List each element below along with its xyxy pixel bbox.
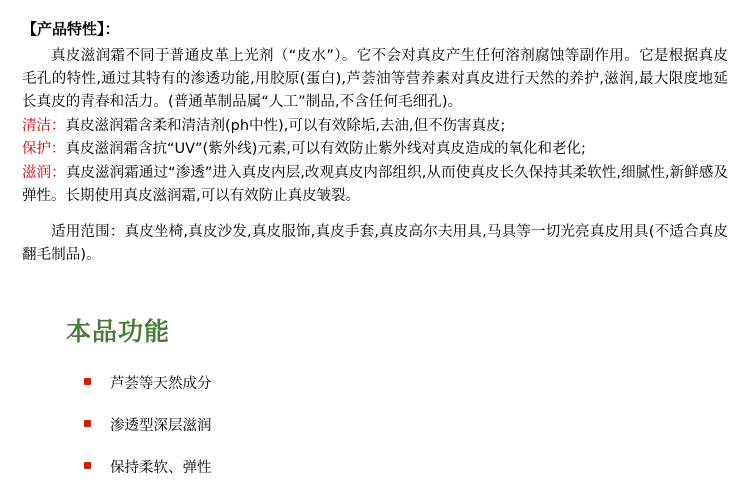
bullet-icon xyxy=(84,378,91,385)
feature-label-cleaning: 清洁： xyxy=(22,117,66,134)
feature-row-moisturizing xyxy=(22,162,728,209)
list-item xyxy=(68,458,728,480)
function-item-label: 芦荟等天然成分 xyxy=(110,376,212,393)
feature-row-cleaning xyxy=(22,115,728,138)
feature-row-protection xyxy=(22,138,728,161)
list-item xyxy=(68,416,728,438)
feature-text-moisturizing: 真皮滋润霜通过“渗透”进入真皮内层,改观真皮内部组织,从而使真皮长久保持其柔软性,细腻性,新鲜感及弹性。长期使用真皮滋润霜,可以有效防止真皮皱裂。 xyxy=(22,164,728,205)
function-item-label: 保持柔软、弹性 xyxy=(110,459,212,476)
function-list xyxy=(68,374,728,479)
feature-label-protection: 保护： xyxy=(22,141,66,158)
list-item xyxy=(68,374,728,396)
feature-label-moisturizing: 滋润： xyxy=(22,164,66,181)
intro-paragraph: 真皮滋润霜不同于普通皮革上光剂（“皮水”）。它不会对真皮产生任何溶剂腐蚀等副作用。它是根据真皮毛孔的特性,通过其特有的渗透功能,用胶原(蛋白),芦荟油等营养素对真皮进行天然的养护,滋润,最大限度地延长真皮的青春和活力。(普通革制品属“人工”制品,不含任何毛细孔)。 xyxy=(22,47,728,111)
bullet-icon xyxy=(84,420,91,427)
feature-text-protection: 真皮滋润霜含抗“UV”(紫外线)元素,可以有效防止紫外线对真皮造成的氧化和老化; xyxy=(65,141,586,158)
product-features-title: 【产品特性】： xyxy=(22,20,120,38)
feature-text-cleaning: 真皮滋润霜含柔和清洁剂(ph中性),可以有效除垢,去油,但不伤害真皮; xyxy=(65,117,506,134)
function-heading: 本品功能 xyxy=(66,316,171,346)
scope-paragraph: 适用范围：真皮坐椅,真皮沙发,真皮服饰,真皮手套,真皮高尔夫用具,马具等一切光亮真皮用具(不适合真皮翻毛制品)。 xyxy=(22,223,728,264)
function-item-label: 渗透型深层滋润 xyxy=(110,418,212,435)
